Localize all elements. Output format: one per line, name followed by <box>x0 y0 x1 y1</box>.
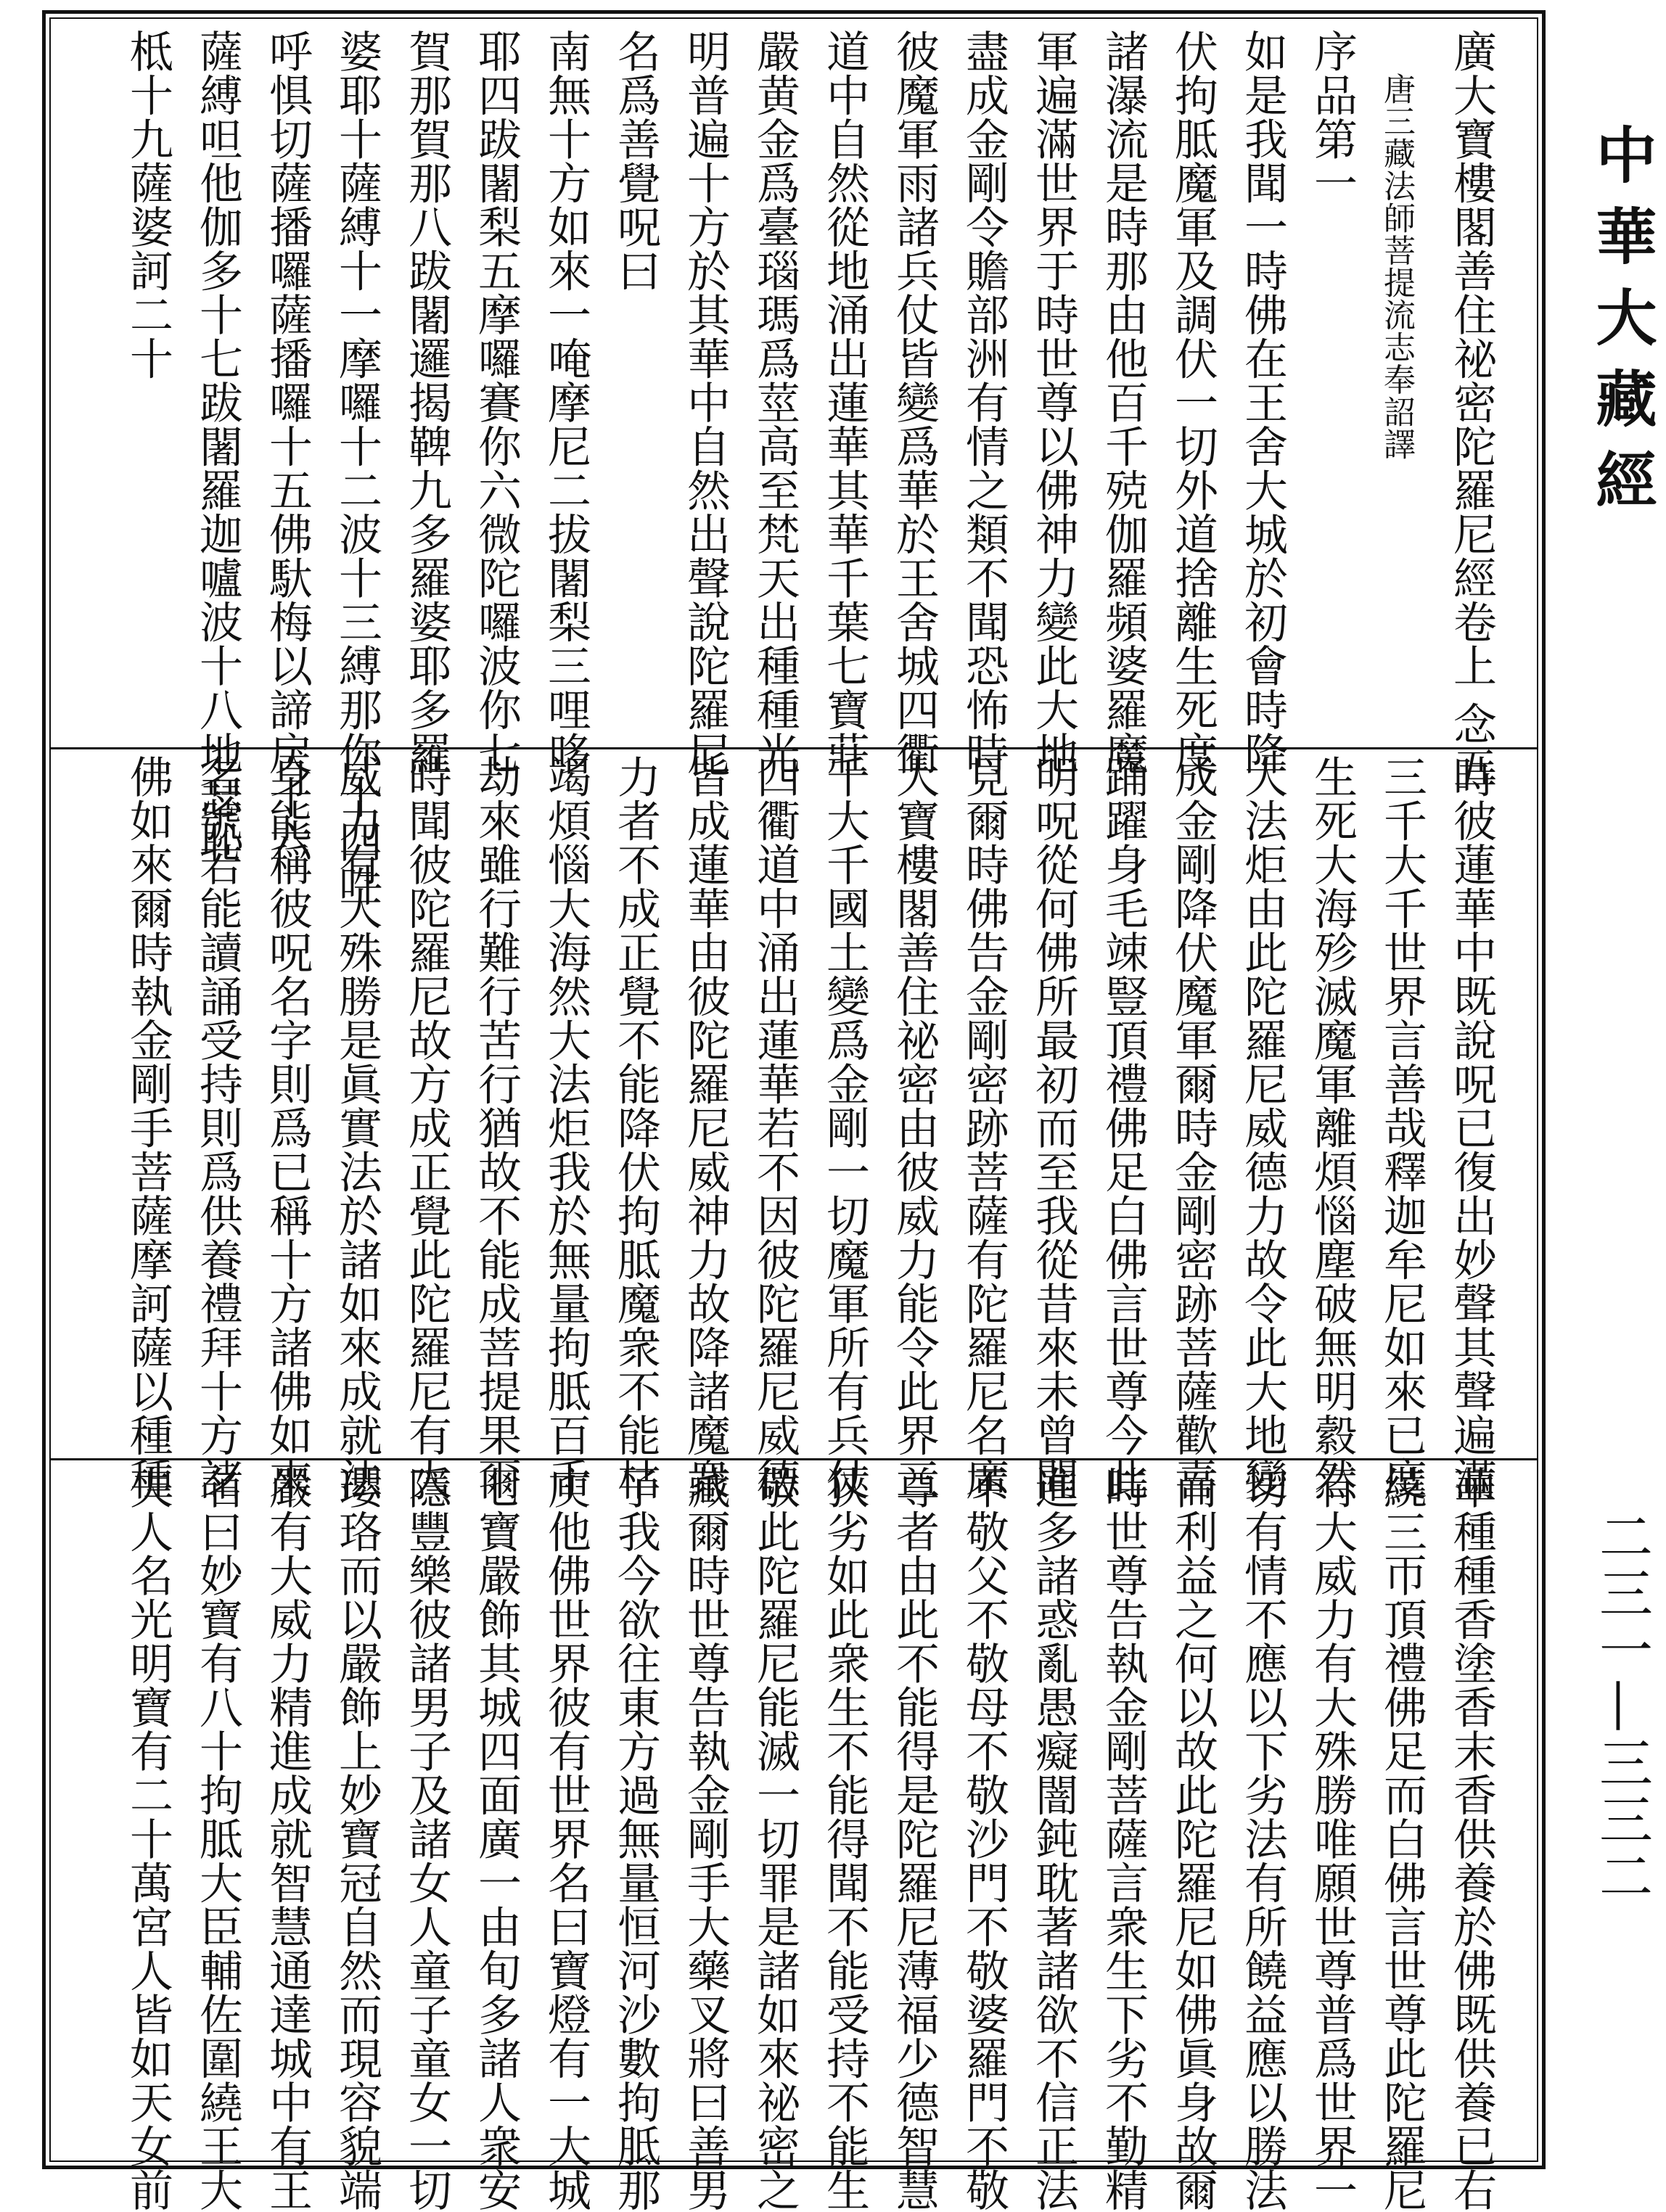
text-column: 唐三藏法師菩提流志奉詔譯 <box>1378 73 1415 460</box>
text-column: 南無十方如來一唵摩尼二拔闍梨三哩哆 <box>541 29 591 776</box>
text-column: 威力有大殊勝是眞實法於諸如來成就法 <box>332 755 382 1501</box>
text-column: 賀那賀那八跋闍邏揭鞞九多羅婆耶多羅 <box>401 29 452 776</box>
text-column: 道中自然從地涌出蓮華其華千葉七寶莊 <box>819 29 870 776</box>
text-column: 千大千國土變爲金剛一切魔軍所有兵仗 <box>819 755 870 1501</box>
text-column: 七寶嚴飾其城四面廣一由旬多諸人衆安 <box>471 1465 522 2212</box>
margin-title: 中華大藏經 <box>1586 123 1658 530</box>
text-column: 進多諸惑亂愚癡闇鈍耽著諸欲不信正法 <box>1028 1465 1079 2212</box>
text-column: 竭煩惱大海然大法炬我於無量拘胝百千 <box>541 755 591 1501</box>
text-column: 而利益之何以故此陀羅尼如佛眞身故爾 <box>1168 1465 1218 2212</box>
text-column: 時彼蓮華中既說呪已復出妙聲其聲遍滿 <box>1446 755 1497 1501</box>
text-column: 有大威力有大殊勝唯願世尊普爲世界一 <box>1307 1465 1358 2212</box>
text-column: 伏拘胝魔軍及調伏一切外道捨離生死度 <box>1168 29 1218 776</box>
text-column: 大法炬由此陀羅尼威德力故令此大地變 <box>1237 755 1288 1501</box>
text-column: 諸瀑流是時那由他百千殑伽羅頻婆羅魔 <box>1098 29 1149 776</box>
text-column: 明呪從何佛所最初而至我從昔來未曾聞 <box>1028 755 1079 1501</box>
text-column: 成金剛降伏魔軍爾時金剛密跡菩薩歡喜 <box>1168 755 1218 1501</box>
text-column: 子我今欲往東方過無量恒河沙數拘胝那 <box>610 1465 661 2212</box>
text-column: 夫人名光明寶有二十萬宮人皆如天女前 <box>123 1465 173 2212</box>
text-column: 嚴有大威力精進成就智慧通達城中有王 <box>262 1465 313 2212</box>
text-column: 隱豐樂彼諸男子及諸女人童子童女一切 <box>401 1465 452 2212</box>
text-column: 劫來雖行難行苦行猶故不能成菩提果爾 <box>471 755 522 1501</box>
text-column: 藏爾時世尊告執金剛手大藥叉將曰善男 <box>680 1465 731 2212</box>
register-middle <box>49 755 1538 1501</box>
text-column: 四衢道中涌出蓮華若不因彼陀羅尼威德 <box>750 755 800 1501</box>
text-column: 如是我聞一時佛在王舍大城於初會時降 <box>1237 29 1288 776</box>
text-column: 柢十九薩婆訶二十 <box>123 29 173 380</box>
text-column: 名曰妙寶有八十拘胝大臣輔佐圍繞王大 <box>192 1465 243 2212</box>
text-column: 呼惧切薩播囉薩播囉十五佛馱梅以諦戾十六 <box>262 29 313 863</box>
text-column: 華種種香塗香末香供養於佛既供養已右 <box>1446 1465 1497 2212</box>
text-column: 繞三帀頂禮佛足而白佛言世尊此陀羅尼 <box>1376 1465 1427 2212</box>
text-column: 力者不成正覺不能降伏拘胝魔衆不能枯 <box>610 755 661 1501</box>
text-column: 生死大海殄滅魔軍離煩惱塵破無明縠然 <box>1307 755 1358 1501</box>
text-column: 明普遍十方於其華中自然出聲說陀羅尼 <box>680 29 731 776</box>
text-column: 耶四跋闍梨五摩囉賽你六微陀囉波你七 <box>471 29 522 776</box>
text-column: 三千大千世界言善哉釋迦牟尼如來已度 <box>1376 755 1427 1501</box>
text-column: 名號若能讀誦受持則爲供養禮拜十方諸 <box>192 755 243 1501</box>
text-column: 名爲善覺呪曰 <box>610 29 661 292</box>
page-number: 二三一—三三二 <box>1591 1509 1653 1905</box>
text-column: 廣大寶樓閣善住祕密陀羅尼經卷上 念五 <box>1446 29 1497 790</box>
text-column: 見爾時佛告金剛密跡菩薩有陀羅尼名廣 <box>959 755 1009 1501</box>
text-column: 嚴黄金爲臺瑙瑪爲莖高至梵天出種種光 <box>750 29 800 776</box>
text-column: 切有情不應以下劣法有所饒益應以勝法 <box>1237 1465 1288 2212</box>
register-bottom <box>49 1465 1538 2212</box>
text-column: 時世尊告執金剛菩薩言衆生下劣不勤精 <box>1098 1465 1149 2212</box>
text-column: 狹劣如此衆生不能得聞不能受持不能生 <box>819 1465 870 2212</box>
text-column: 時聞彼陀羅尼故方成正覺此陀羅尼有大 <box>401 755 452 1501</box>
text-column: 序品第一 <box>1307 29 1358 205</box>
text-column: 盡成金剛令贍部洲有情之類不聞恐怖時 <box>959 29 1009 776</box>
text-column: 瓔珞而以嚴飾上妙寶冠自然而現容貌端 <box>332 1465 382 2212</box>
text-column: 皆成蓮華由彼陀羅尼威神力故降諸魔衆 <box>680 755 731 1501</box>
text-column: 敬此陀羅尼能滅一切罪是諸如來祕密之 <box>750 1465 800 2212</box>
text-column: 身能稱彼呪名字則爲已稱十方諸佛如來 <box>262 755 313 1501</box>
text-column: 薩縛呾他伽多十七跋闍羅迦嚧波十八地瑟恥 <box>192 29 243 863</box>
text-column: 尊者由此不能得是陀羅尼薄福少德智慧 <box>889 1465 940 2212</box>
text-column: 踊躍身毛竦豎頂禮佛足白佛言世尊今此 <box>1098 755 1149 1501</box>
text-column: 佛如來爾時執金剛手菩薩摩訶薩以種種 <box>123 755 173 1501</box>
text-column: 婆耶十薩縛十一摩囉十二波十三縛那你十四吽 <box>332 29 382 907</box>
text-column: 不敬父不敬母不敬沙門不敬婆羅門不敬 <box>959 1465 1009 2212</box>
register-top <box>49 29 1538 907</box>
text-column: 軍遍滿世界于時世尊以佛神力變此大地 <box>1028 29 1079 776</box>
text-column: 大寶樓閣善住祕密由彼威力能令此界三 <box>889 755 940 1501</box>
text-column: 彼魔軍雨諸兵仗皆變爲華於王舍城四衢 <box>889 29 940 776</box>
text-column: 庾他佛世界彼有世界名曰寶燈有一大城 <box>541 1465 591 2212</box>
